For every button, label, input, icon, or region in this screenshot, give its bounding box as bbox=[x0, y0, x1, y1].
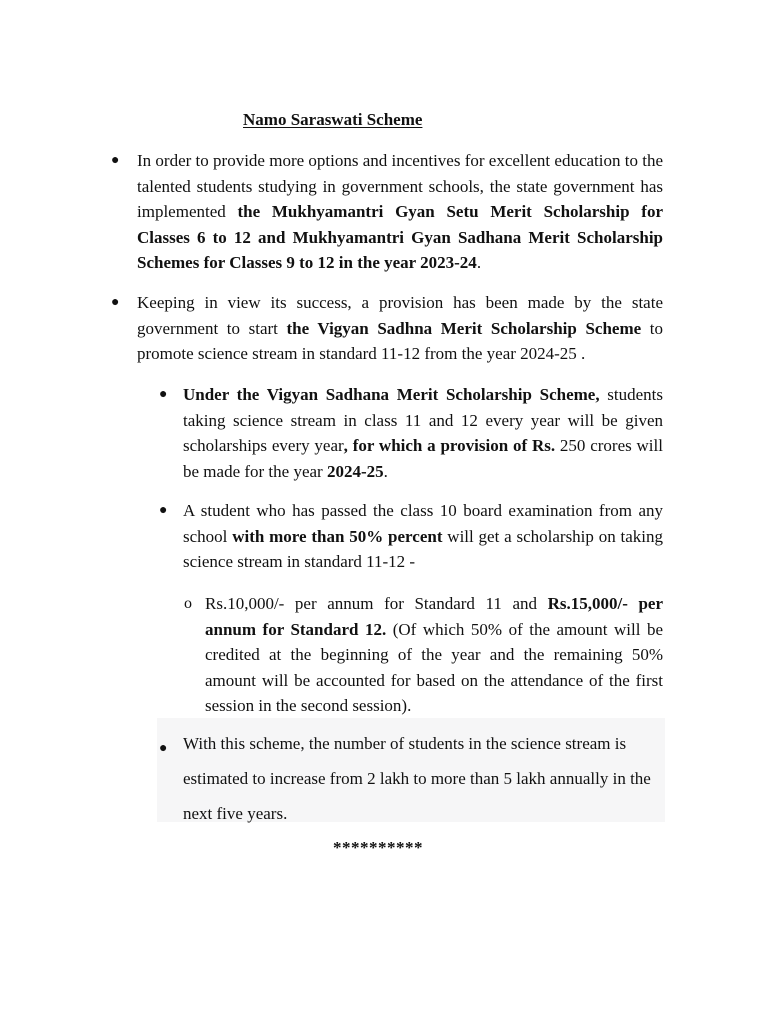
paragraph-bold: Under the Vigyan Sadhana Merit Scholarship Scheme, bbox=[183, 385, 600, 404]
paragraph-text: to promote science stream in standard 11-12 from the year 2024-25 . bbox=[137, 318, 663, 363]
paragraph-eligibility bbox=[183, 498, 663, 575]
paragraph-text: (Of which 50% of the amount will be credited at the beginning of the year and the remaining 50% amount will be accounted for based on the attendance of the first session in the second session). bbox=[205, 619, 664, 715]
paragraph-text: . bbox=[383, 461, 388, 481]
bullet-icon: ● bbox=[159, 741, 168, 756]
paragraph-bold: with more than 50% percent bbox=[232, 526, 443, 546]
bullet-icon: ● bbox=[111, 295, 120, 310]
paragraph-text: With this scheme, the number of students in the science stream is estimated to increase from 2 lakh to more than 5 lakh annually in the next five years. bbox=[183, 734, 651, 823]
paragraph-text: A student who has passed the class 10 board examination from any school bbox=[183, 501, 663, 546]
paragraph-bold: , for which a provision of Rs. bbox=[343, 436, 556, 455]
bullet-icon: ● bbox=[111, 153, 120, 168]
paragraph-text: Rs.10,000/- per annum for Standard 11 and bbox=[205, 594, 548, 613]
bullet-icon: ● bbox=[159, 387, 168, 402]
paragraph-intro bbox=[137, 148, 663, 276]
paragraph-bold: the Mukhyamantri Gyan Setu Merit Scholarship for Classes 6 to 12 and Mukhyamantri Gyan Sadhana Merit Scholarship Schemes for Classes 9 to 12 in the year 2023-24 bbox=[137, 202, 663, 272]
paragraph-bold: Rs.15,000/- per annum for Standard 12. bbox=[205, 594, 664, 639]
paragraph-outcome bbox=[183, 726, 659, 831]
paragraph-text: In order to provide more options and incentives for excellent education to the talented students studying in government schools, the state government has implemented bbox=[137, 151, 663, 221]
end-marker: ********** bbox=[333, 838, 423, 857]
paragraph-provision bbox=[137, 290, 663, 367]
paragraph-scheme-details bbox=[183, 382, 663, 484]
paragraph-text: . bbox=[476, 253, 482, 272]
document-title: Namo Saraswati Scheme bbox=[243, 110, 423, 129]
circle-bullet-icon: o bbox=[184, 595, 192, 612]
paragraph-text: students taking science stream in class 11 and 12 every year will be given scholarships every year bbox=[183, 385, 663, 455]
paragraph-bold: 2024-25 bbox=[326, 461, 384, 481]
paragraph-text: Keeping in view its success, a provision has been made by the state government to start bbox=[137, 293, 663, 338]
paragraph-amounts bbox=[205, 591, 663, 719]
paragraph-text: will get a scholarship on taking science stream in standard 11-12 - bbox=[183, 526, 664, 571]
bullet-icon: ● bbox=[159, 503, 168, 518]
paragraph-bold: the Vigyan Sadhna Merit Scholarship Scheme bbox=[286, 318, 642, 338]
paragraph-text: 250 crores will be made for the year bbox=[183, 436, 663, 481]
